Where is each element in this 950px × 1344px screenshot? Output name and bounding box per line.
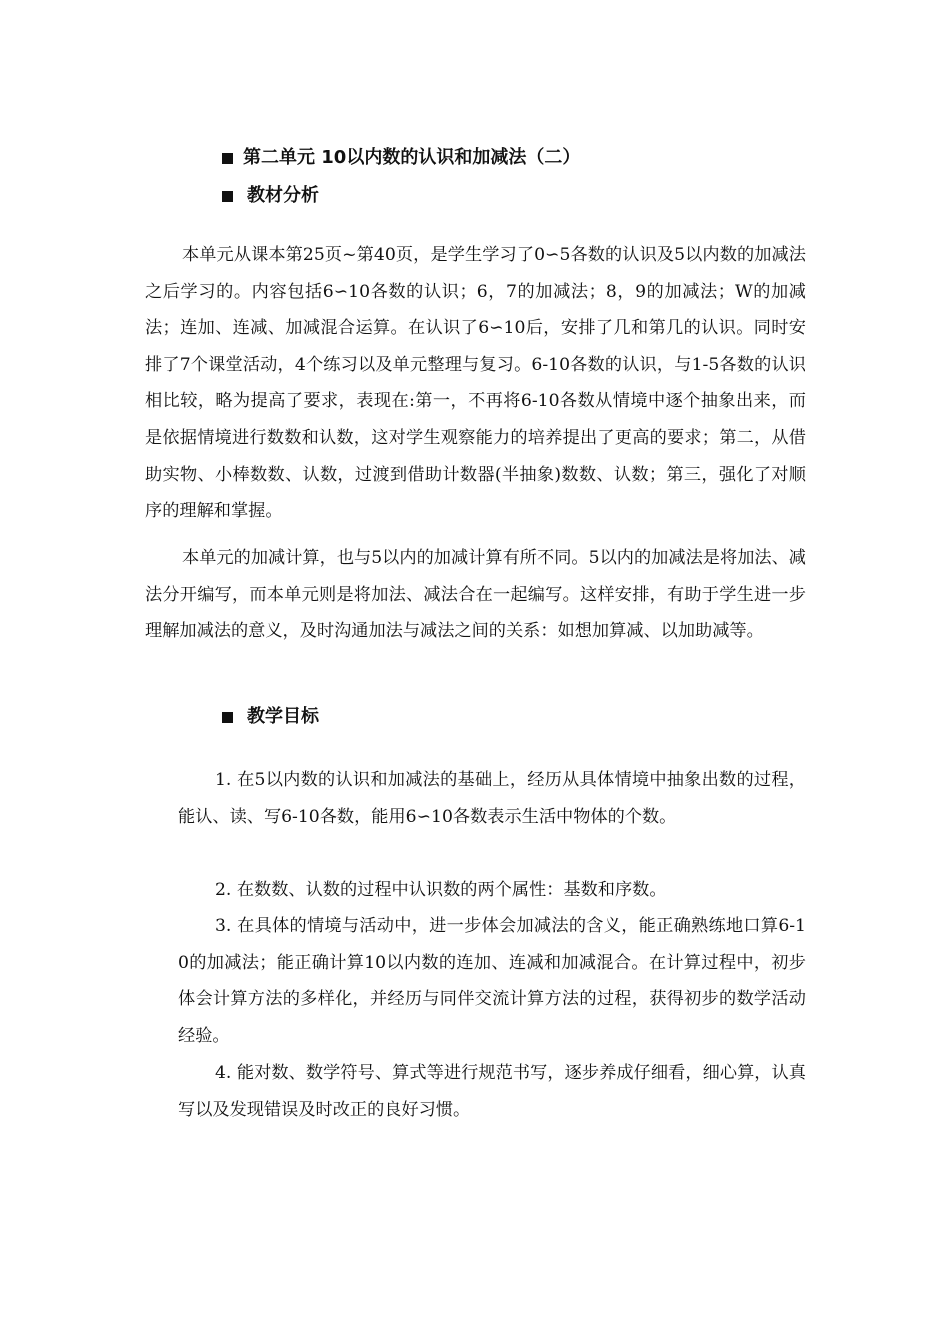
analysis-heading-text: 教材分析: [247, 185, 319, 206]
unit-title-text: 第二单元 10以内数的认识和加减法（二）: [243, 147, 581, 168]
analysis-paragraph-1: 本单元从课本第25页~第40页，是学生学习了0∽5各数的认识及5以内数的加减法之后学习的。内容包括6∽10各数的认识；6，7的加减法；8，9的加减法；W的加减法；连加、连减、加减混合运算。在认识了6∽10后，安排了几和第几的认识。同时安排了7个课堂活动，4个练习以及单元整理与复习。6-10各数的认识，与1-5各数的认识相比较，略为提高了要求，表现在:第一，不再将6-10各数从情境中逐个抽象出来，而是依据情境进行数数和认数，这对学生观察能力的培养提出了更高的要求；第二，从借助实物、小棒数数、认数，过渡到借助计数器(半抽象)数数、认数；第三，强化了对顺序的理解和掌握。: [145, 245, 806, 522]
goals-heading-text: 教学目标: [247, 706, 319, 727]
goals-heading: [222, 705, 319, 729]
square-bullet-icon: [222, 712, 233, 723]
square-bullet-icon: [222, 153, 233, 164]
analysis-heading: [222, 184, 319, 208]
goal-item-1: 1. 在5以内数的认识和加减法的基础上，经历从具体情境中抽象出数的过程，能认、读、写6-10各数，能用6∽10各数表示生活中物体的个数。: [178, 770, 806, 827]
goal-item-3: 3. 在具体的情境与活动中，进一步体会加减法的含义，能正确熟练地口算6-10的加减法；能正确计算10以内数的连加、连减和加减混合。在计算过程中，初步体会计算方法的多样化，并经历与同伴交流计算方法的过程，获得初步的数学活动经验。: [178, 916, 806, 1046]
goal-item-2: 2. 在数数、认数的过程中认识数的两个属性：基数和序数。: [215, 880, 667, 900]
analysis-paragraph-2: 本单元的加减计算，也与5以内的加减计算有所不同。5以内的加减法是将加法、减法分开编写，而本单元则是将加法、减法合在一起编写。这样安排，有助于学生进一步理解加减法的意义，及时沟通加法与减法之间的关系：如想加算减、以加助减等。: [145, 548, 806, 642]
unit-title-heading: [222, 146, 580, 170]
goal-item-4: 4. 能对数、数学符号、算式等进行规范书写，逐步养成仔细看，细心算，认真写以及发现错误及时改正的良好习惯。: [178, 1063, 806, 1120]
square-bullet-icon: [222, 191, 233, 202]
